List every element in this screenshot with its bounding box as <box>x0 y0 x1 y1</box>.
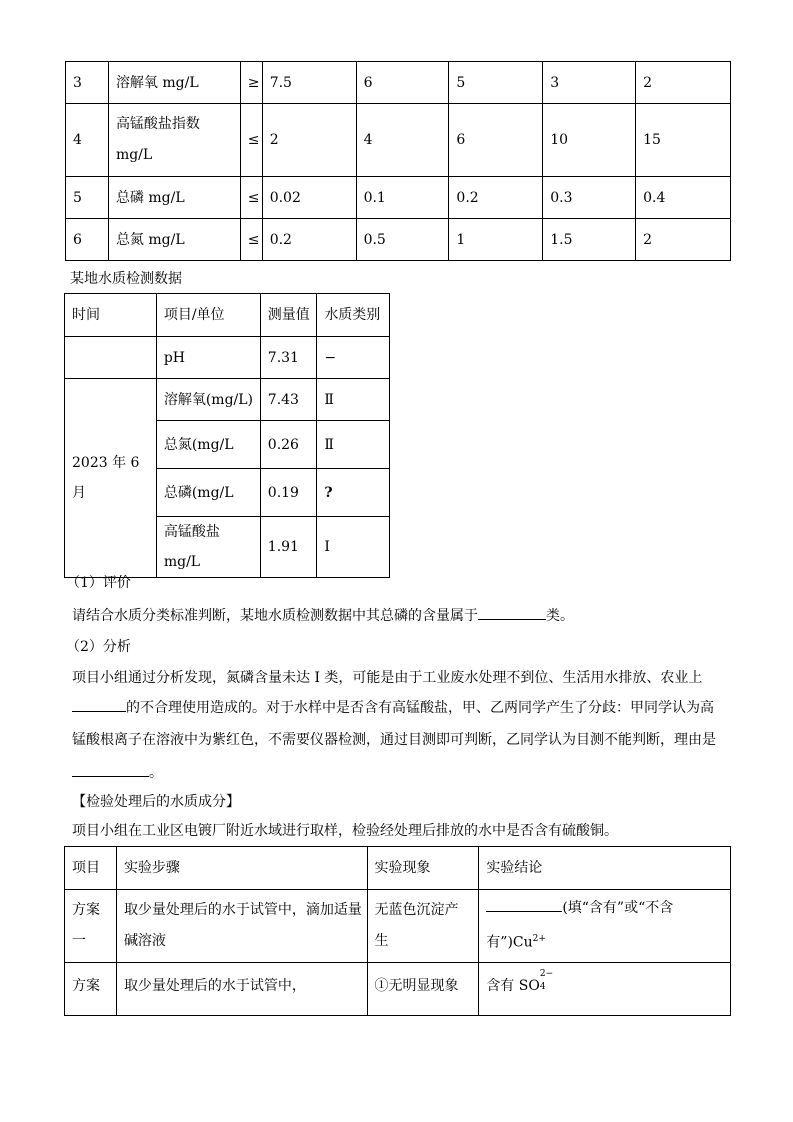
class-3-value: 5 <box>449 62 543 104</box>
q2-line4 <box>72 761 163 782</box>
sulfate-subsup <box>539 969 554 992</box>
table-row <box>66 62 731 104</box>
ion-charge: 2− <box>539 969 554 979</box>
q1-heading: （1）评价 <box>66 575 131 591</box>
item-name <box>108 104 240 177</box>
class-2-value: 0.5 <box>356 219 449 261</box>
conclusion-hint: (填“含有”或“不含 <box>562 900 674 917</box>
item-name: 总磷 mg/L <box>108 177 240 219</box>
item-name: 总氮 mg/L <box>108 219 240 261</box>
answer-blank[interactable] <box>478 604 546 620</box>
class-4-value: 1.5 <box>543 219 636 261</box>
comparison-operator: ≥ <box>240 62 262 104</box>
table-row <box>65 890 731 963</box>
measured-value: 0.26 <box>260 421 317 469</box>
column-header: 实验结论 <box>479 847 731 890</box>
table-header-row <box>65 847 731 890</box>
item-name-line1: 高锰酸盐指数 <box>115 116 200 132</box>
empty-cell <box>65 337 157 379</box>
section-intro: 项目小组在工业区电镀厂附近水域进行取样，检验经处理后排放的水中是否含有硫酸铜。 <box>72 823 618 839</box>
water-class: ? <box>317 469 390 517</box>
item-name: 高锰酸盐 mg/L <box>156 517 260 578</box>
ion-charge: 2+ <box>532 934 546 945</box>
row-number: 5 <box>66 177 109 219</box>
conclusion-line2 <box>486 924 730 959</box>
conclusion-line1 <box>486 893 730 924</box>
table-row <box>66 219 731 261</box>
water-class: − <box>317 337 390 379</box>
item-name-line2: mg/L <box>115 147 153 163</box>
item-name: 溶解氧 mg/L <box>108 62 240 104</box>
phenomenon-line1: 无蓝色沉淀产 <box>374 902 459 918</box>
monitoring-table <box>64 293 390 578</box>
class-1-value: 2 <box>262 104 356 177</box>
phenomenon-line2: 生 <box>374 933 389 949</box>
monitoring-caption: 某地水质检测数据 <box>70 271 182 287</box>
item-name: 溶解氧(mg/L) <box>156 379 260 421</box>
row-number: 3 <box>66 62 109 104</box>
class-3-value: 6 <box>449 104 543 177</box>
column-header: 时间 <box>65 294 157 337</box>
measurement-date: 2023 年 6 月 <box>65 379 157 578</box>
experiment-table <box>64 846 731 1016</box>
class-1-value: 0.2 <box>262 219 356 261</box>
class-4-value: 3 <box>543 62 636 104</box>
class-3-value: 0.2 <box>449 177 543 219</box>
comparison-operator: ≤ <box>240 219 262 261</box>
experiment-conclusion <box>479 890 731 963</box>
column-header: 测量值 <box>260 294 317 337</box>
class-4-value: 0.3 <box>543 177 636 219</box>
class-2-value: 4 <box>356 104 449 177</box>
class-2-value: 6 <box>356 62 449 104</box>
item-name: pH <box>156 337 260 379</box>
water-class: Ⅱ <box>317 421 390 469</box>
table-row <box>65 337 390 379</box>
table-row <box>65 963 731 1016</box>
class-5-value: 0.4 <box>636 177 731 219</box>
column-header: 水质类别 <box>317 294 390 337</box>
conclusion-ion: 有”)Cu <box>486 934 533 951</box>
class-5-value: 2 <box>636 62 731 104</box>
measured-value: 7.43 <box>260 379 317 421</box>
experiment-conclusion <box>479 963 731 1016</box>
table-row <box>66 177 731 219</box>
column-header: 实验步骤 <box>116 847 367 890</box>
q2-line2-text: 的不合理使用造成的。对于水样中是否含有高锰酸盐，甲、乙两同学产生了分歧：甲同学认为高 <box>126 700 714 716</box>
step-line2: 碱溶液 <box>123 933 166 949</box>
measured-value: 0.19 <box>260 469 317 517</box>
answer-blank[interactable] <box>486 896 562 912</box>
experiment-step: 取少量处理后的水于试管中， <box>116 963 367 1016</box>
table-header-row <box>65 294 390 337</box>
ion-subscript: 4 <box>539 982 546 992</box>
water-standard-table <box>65 61 731 261</box>
water-class: Ⅰ <box>317 517 390 578</box>
table-row <box>65 379 390 421</box>
column-header: 项目 <box>65 847 117 890</box>
plan-label-line1: 方案 <box>72 902 100 918</box>
q2-line3: 锰酸根离子在溶液中为紫红色，不需要仪器检测，通过目测即可判断，乙同学认为目测不能判断，理由是 <box>72 732 716 748</box>
comparison-operator: ≤ <box>240 104 262 177</box>
class-1-value: 7.5 <box>262 62 356 104</box>
section-title: 【检验处理后的水质成分】 <box>72 794 240 810</box>
q2-line2 <box>72 696 714 717</box>
answer-blank[interactable] <box>72 761 149 777</box>
class-3-value: 1 <box>449 219 543 261</box>
experiment-phenomenon <box>367 890 479 963</box>
class-2-value: 0.1 <box>356 177 449 219</box>
row-number: 6 <box>66 219 109 261</box>
measured-value: 7.31 <box>260 337 317 379</box>
q2-line1: 项目小组通过分析发现，氮磷含量未达 I 类，可能是由于工业废水处理不到位、生活用水排放、农业上 <box>72 670 703 686</box>
q2-line4-text: 。 <box>149 765 163 781</box>
plan-label-line2: 一 <box>72 933 86 949</box>
q1-text-before: 请结合水质分类标准判断，某地水质检测数据中其总磷的含量属于 <box>72 608 478 624</box>
class-5-value: 2 <box>636 219 731 261</box>
comparison-operator: ≤ <box>240 177 262 219</box>
answer-blank[interactable] <box>72 696 126 712</box>
plan-label <box>65 890 117 963</box>
column-header: 实验现象 <box>367 847 479 890</box>
item-name: 总氮(mg/L <box>156 421 260 469</box>
class-5-value: 15 <box>636 104 731 177</box>
plan-label: 方案 <box>65 963 117 1016</box>
item-name: 总磷(mg/L <box>156 469 260 517</box>
experiment-phenomenon: ①无明显现象 <box>367 963 479 1016</box>
conclusion-ion: 含有 SO <box>486 978 540 994</box>
table-row <box>66 104 731 177</box>
water-class: Ⅱ <box>317 379 390 421</box>
q2-heading: （2）分析 <box>66 639 131 655</box>
class-4-value: 10 <box>543 104 636 177</box>
row-number: 4 <box>66 104 109 177</box>
experiment-step <box>116 890 367 963</box>
column-header: 项目/单位 <box>156 294 260 337</box>
step-line1: 取少量处理后的水于试管中，滴加适量 <box>123 902 362 918</box>
measured-value: 1.91 <box>260 517 317 578</box>
q1-text <box>72 604 574 625</box>
class-1-value: 0.02 <box>262 177 356 219</box>
q1-text-after: 类。 <box>546 608 574 624</box>
